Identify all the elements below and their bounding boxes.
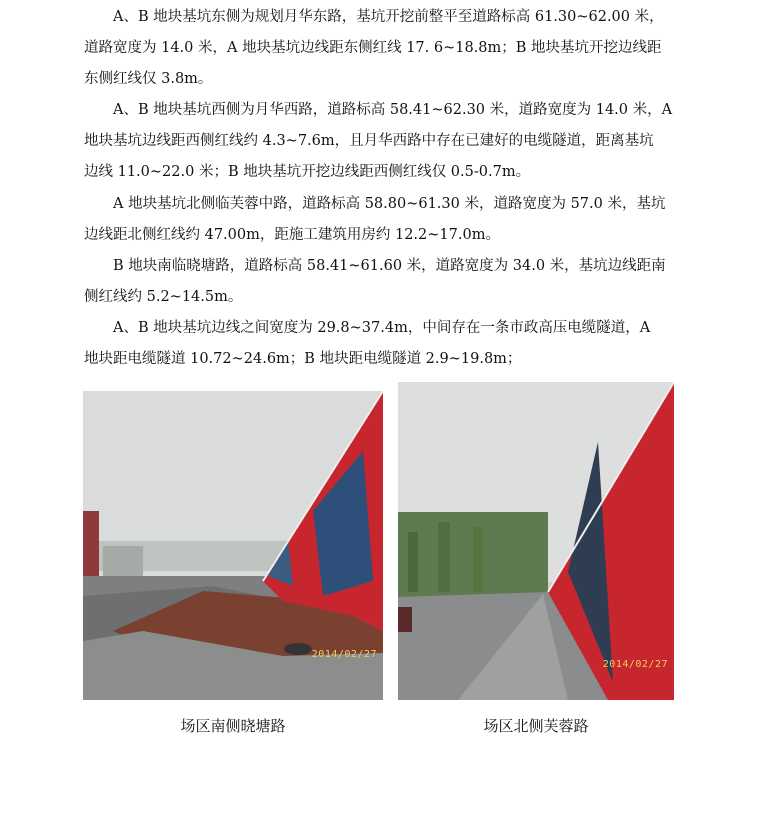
paragraph-between: [84, 313, 704, 375]
photo-caption-north: 场区北侧芙蓉路: [483, 717, 589, 735]
text-line: A、B 地块基坑东侧为规划月华东路，基坑开挖前整平至道路标高 61.30~62.00 米，: [113, 9, 664, 25]
site-photo-south: [83, 391, 383, 700]
text-line: A、B 地块基坑西侧为月华西路，道路标高 58.41~62.30 米，道路宽度为 14.0 米，A: [113, 102, 673, 118]
text-line: 地块距电缆隧道 10.72~24.6m；B 地块距电缆隧道 2.9~19.8m；: [84, 351, 522, 367]
text-line: 东侧红线仅 3.8m。: [84, 71, 213, 87]
paragraph-east: [84, 2, 704, 95]
site-photo-north-image: [398, 382, 674, 700]
paragraph-west: [84, 95, 704, 188]
text-line: A 地块基坑北侧临芙蓉中路，道路标高 58.80~61.30 米，道路宽度为 57.0 米，基坑: [113, 196, 666, 212]
paragraph-south: [84, 251, 704, 313]
text-line: 边线距北侧红线约 47.00m，距施工建筑用房约 12.2~17.0m。: [84, 227, 500, 243]
paragraph-north: [84, 189, 704, 251]
text-line: A、B 地块基坑边线之间宽度为 29.8~37.4m，中间存在一条市政高压电缆隧道，A: [113, 320, 651, 336]
date-stamp: 2014/02/27: [602, 659, 668, 670]
text-line: 边线 11.0~22.0 米；B 地块基坑开挖边线距西侧红线仅 0.5-0.7m。: [84, 164, 531, 180]
site-photo-north: [398, 382, 674, 700]
text-line: 侧红线约 5.2~14.5m。: [84, 289, 243, 305]
text-line: 地块基坑边线距西侧红线约 4.3~7.6m，且月华西路中存在已建好的电缆隧道，距离基坑: [84, 133, 654, 149]
text-line: 道路宽度为 14.0 米，A 地块基坑边线距东侧红线 17. 6~18.8m；B 地块基坑开挖边线距: [84, 40, 662, 56]
text-line: B 地块南临晓塘路，道路标高 58.41~61.60 米，道路宽度为 34.0 米，基坑边线距南: [113, 258, 666, 274]
date-stamp: 2014/02/27: [311, 649, 377, 660]
photo-caption-south: 场区南侧晓塘路: [180, 717, 286, 735]
